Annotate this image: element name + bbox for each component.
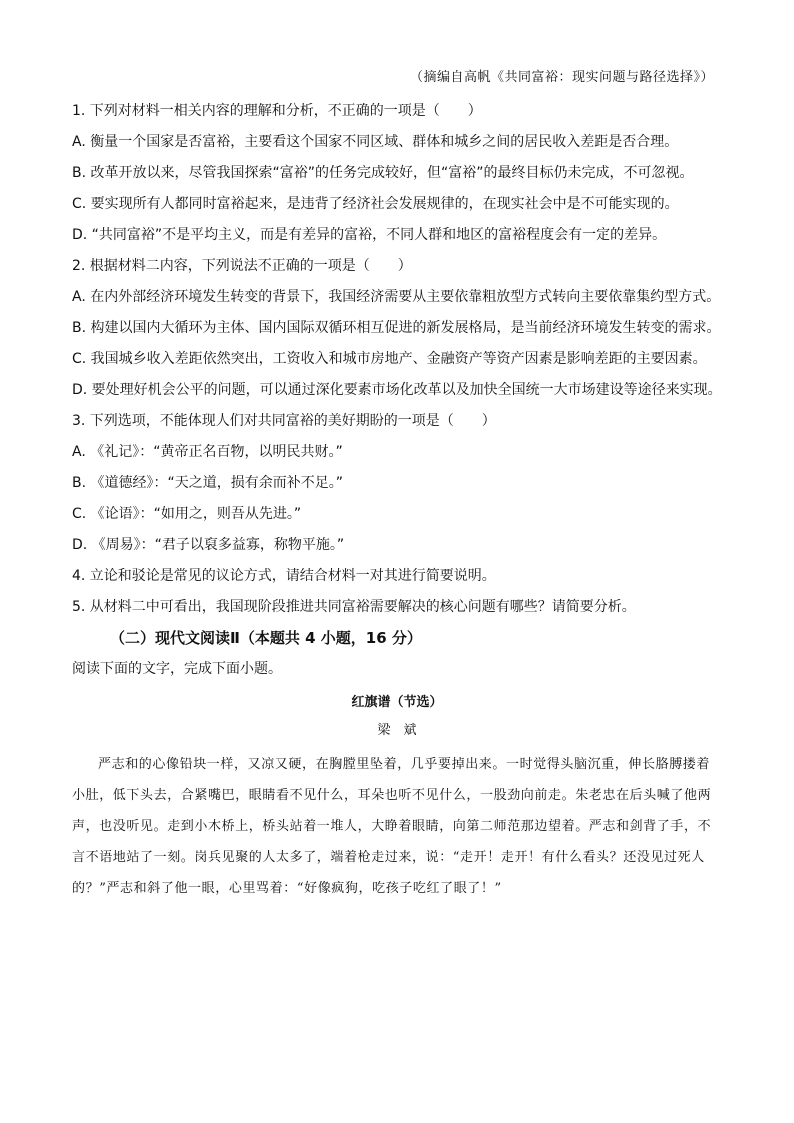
question-1-option-c: C. 要实现所有人都同时富裕起来，是违背了经济社会发展规律的，在现实社会中是不可能实现的。 [72, 196, 679, 212]
passage-author: 梁 斌 [377, 723, 417, 738]
section-heading: （二）现代文阅读Ⅱ（本题共 4 小题，16 分） [110, 629, 422, 647]
question-3-option-a: A. 《礼记》：“黄帝正名百物，以明民共财。” [72, 444, 343, 460]
question-2-option-d: D. 要处理好机会公平的问题，可以通过深化要素市场化改革以及加快全国统一大市场建设等途径来实现。 [72, 382, 722, 398]
document-content [72, 96, 722, 904]
passage-body: 严志和的心像铅块一样，又凉又硬，在胸膛里坠着，几乎要掉出来。一时觉得头脑沉重，伸长胳膊搂着小肚，低下头去，合紧嘴巴，眼睛看不见什么，耳朵也听不见什么，一股劲向前走。朱老忠在后头喊了他两声，也没听见。走到小木桥上，桥头站着一堆人，大睁着眼睛，向第二师范那边望着。严志和剑背了手，不言不语地站了一刻。岗兵见聚的人太多了，端着枪走过来，说：“走开！走开！有什么看头？还没见过死人的？”严志和斜了他一眼，心里骂着：“好像疯狗，吃孩子吃红了眼了！” [72, 757, 712, 896]
question-1-option-d: D. “共同富裕”不是平均主义，而是有差异的富裕，不同人群和地区的富裕程度会有一定的差异。 [72, 227, 667, 243]
question-3-option-c: C. 《论语》：“如用之，则吾从先进。” [72, 506, 302, 522]
question-2-option-a: A. 在内外部经济环境发生转变的背景下，我国经济需要从主要依靠粗放型方式转向主要依靠集约型方式。 [72, 289, 721, 305]
passage-title: 红旗谱（节选） [351, 695, 443, 710]
question-3-option-d: D. 《周易》：“君子以裒多益寡，称物平施。” [72, 537, 345, 553]
question-2-option-c: C. 我国城乡收入差距依然突出，工资收入和城市房地产、金融资产等资产因素是影响差距的主要因素。 [72, 351, 707, 367]
question-1-option-b: B. 改革开放以来，尽管我国探索“富裕”的任务完成较好，但“富裕”的最终目标仍未完成，不可忽视。 [72, 165, 694, 181]
question-1-stem: 1. 下列对材料一相关内容的理解和分析，不正确的一项是（ ） [72, 103, 482, 119]
reading-instruction: 阅读下面的文字，完成下面小题。 [72, 661, 282, 677]
question-3-stem: 3. 下列选项，不能体现人们对共同富裕的美好期盼的一项是（ ） [72, 413, 496, 429]
question-2-option-b: B. 构建以国内大循环为主体、国内国际双循环相互促进的新发展格局，是当前经济环境发生转变的需求。 [72, 320, 721, 336]
source-citation: （摘编自高帆《共同富裕：现实问题与路径选择》） [409, 70, 714, 85]
question-4: 4. 立论和驳论是常见的议论方式，请结合材料一对其进行简要说明。 [72, 568, 496, 584]
question-3-option-b: B. 《道德经》：“天之道，损有余而补不足。” [72, 475, 344, 491]
question-2-stem: 2. 根据材料二内容，下列说法不正确的一项是（ ） [72, 258, 412, 274]
question-1-option-a: A. 衡量一个国家是否富裕，主要看这个国家不同区域、群体和城乡之间的居民收入差距是否合理。 [72, 134, 679, 150]
question-5: 5. 从材料二中可看出，我国现阶段推进共同富裕需要解决的核心问题有哪些？请简要分析。 [72, 599, 636, 615]
